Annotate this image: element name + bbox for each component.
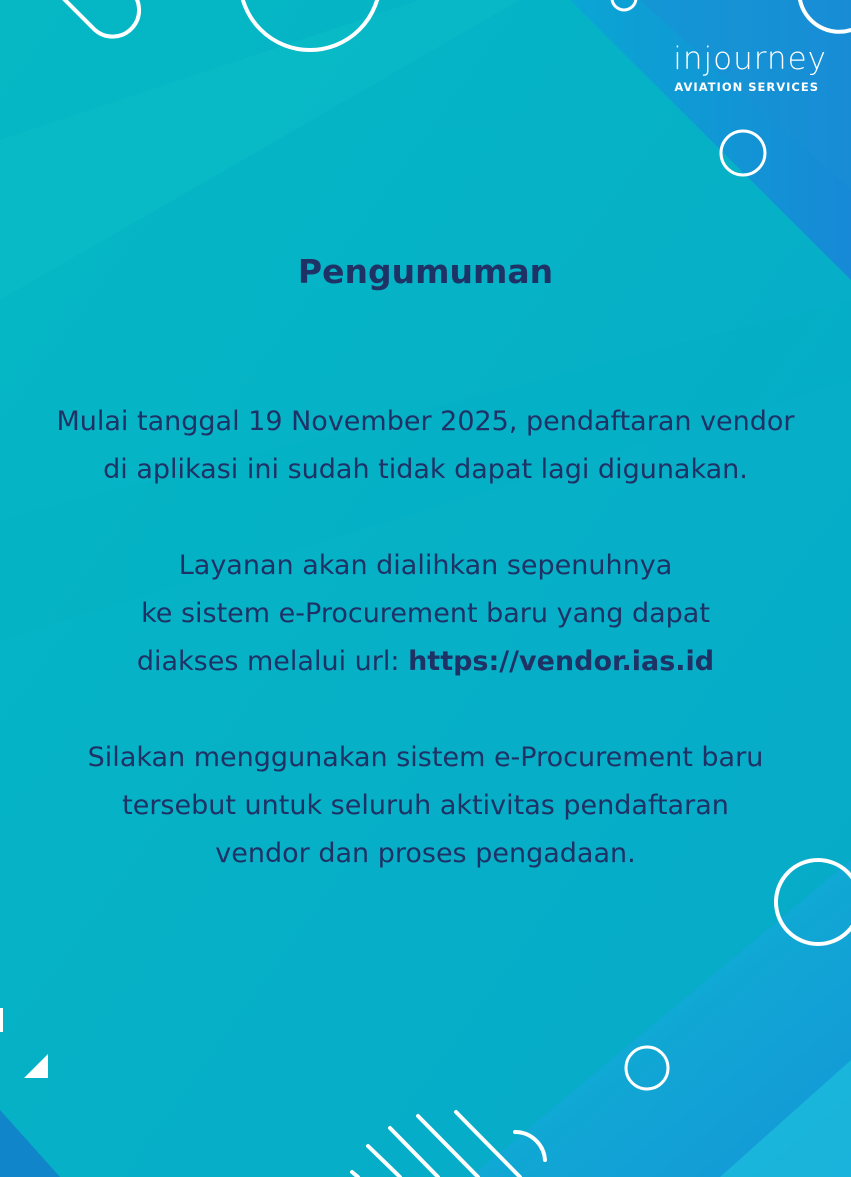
announcement-body xyxy=(0,398,851,926)
url-prefix-text: diakses melalui url: xyxy=(136,646,409,677)
paragraph-3-line-2: tersebut untuk seluruh aktivitas pendaftaran xyxy=(122,790,729,821)
logo-wordmark: injourney xyxy=(673,41,827,77)
announcement-paragraph-3 xyxy=(0,734,851,878)
injourney-logo xyxy=(647,40,827,94)
logo-subtitle: AVIATION SERVICES xyxy=(674,80,819,94)
paragraph-3-line-3: vendor dan proses pengadaan. xyxy=(215,838,636,869)
paragraph-2-line-1: Layanan akan dialihkan sepenuhnya xyxy=(178,550,673,581)
announcement-paragraph-2 xyxy=(0,542,851,686)
page-title: Pengumuman xyxy=(297,252,554,291)
paragraph-2-line-3 xyxy=(0,638,851,686)
announcement-paragraph-1 xyxy=(0,398,851,494)
paragraph-3-line-1: Silakan menggunakan sistem e-Procurement baru xyxy=(87,742,764,773)
paragraph-2-line-2: ke sistem e-Procurement baru yang dapat xyxy=(141,598,710,629)
paragraph-1-line-1: Mulai tanggal 19 November 2025, pendaftaran vendor xyxy=(56,406,795,437)
paragraph-1-line-2: di aplikasi ini sudah tidak dapat lagi digunakan. xyxy=(103,454,748,485)
vendor-portal-url: https://vendor.ias.id xyxy=(408,646,715,677)
